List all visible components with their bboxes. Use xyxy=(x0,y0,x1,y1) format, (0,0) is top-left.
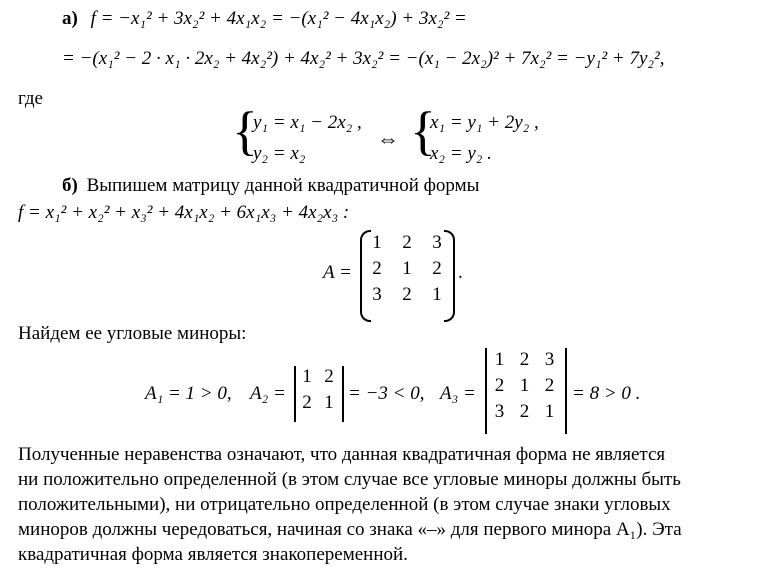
det-cell: 1 xyxy=(494,349,505,370)
minor-3-name: A₃ = xyxy=(440,383,476,404)
det-cell: 3 xyxy=(494,401,505,422)
part-a-equation-2: = −(x₁² − 2 · x₁ · 2x₂ + 4x₂²) + 4x₂² + 3x₂² = −(x₁ − 2x₂)² + 7x₂² = −y₁² + 7y₂², xyxy=(62,48,665,69)
equivalence-symbol: ⇔ xyxy=(377,126,399,151)
part-a-equation-1: f = −x₁² + 3x₂² + 4x₁x₂ = −(x₁² − 4x₁x₂) + 3x₂² = xyxy=(90,8,467,29)
det-cell: 2 xyxy=(302,392,312,413)
matrix-name: A = xyxy=(323,262,352,283)
matrix-cell: 3 xyxy=(372,284,382,305)
system-right-row-1: x₁ = y₁ + 2y₂ , xyxy=(430,112,539,133)
right-brace: { xyxy=(410,101,436,161)
minor-1: A₁ = 1 > 0, xyxy=(145,383,232,404)
part-b-intro xyxy=(62,175,479,197)
det-cell: 2 xyxy=(494,375,505,396)
conclusion-line-3: положительными), ни отрицательно определенной (в этом случае знаки угловых xyxy=(18,494,671,515)
part-b-intro-text: Выпишем матрицу данной квадратичной формы xyxy=(86,175,480,196)
matrix-cell: 2 xyxy=(432,258,442,279)
minor-2-right-bar xyxy=(342,366,344,422)
matrix-cell: 1 xyxy=(432,284,442,305)
matrix-cell: 2 xyxy=(372,258,382,279)
quadratic-form: f = x₁² + x₂² + x₃² + 4x₁x₂ + 6x₁x₃ + 4x₂x₃ : xyxy=(18,202,350,223)
minor-2-determinant xyxy=(296,366,340,414)
matrix-right-paren xyxy=(444,230,455,322)
matrix-cell: 3 xyxy=(432,232,442,253)
conclusion-line-2: ни положительно определенной (в этом случае все угловые миноры должны быть xyxy=(18,469,681,490)
det-cell: 2 xyxy=(544,375,555,396)
minor-3-determinant xyxy=(487,349,562,423)
minor-2-result: = −3 < 0, xyxy=(348,383,425,404)
det-cell: 3 xyxy=(544,349,555,370)
matrix-cell: 1 xyxy=(372,232,382,253)
conclusion-line-4: миноров должны чередоваться, начиная со знака «–» для первого минора A₁). Эта xyxy=(18,519,682,540)
det-cell: 2 xyxy=(519,349,530,370)
det-cell: 2 xyxy=(519,401,530,422)
matrix-a xyxy=(362,232,452,306)
left-brace: { xyxy=(232,101,258,161)
det-cell: 1 xyxy=(544,401,555,422)
minor-3-right-bar xyxy=(565,348,567,434)
part-b-label: б) xyxy=(62,175,78,196)
matrix-period: . xyxy=(458,262,463,283)
part-a-line-1 xyxy=(62,8,467,30)
system-left-row-1: y₁ = x₁ − 2x₂ , xyxy=(253,112,362,133)
conclusion-line-1: Полученные неравенства означают, что данная квадратичная форма не является xyxy=(18,444,666,465)
matrix-cell: 2 xyxy=(402,284,412,305)
matrix-cell: 1 xyxy=(402,258,412,279)
minors-title: Найдем ее угловые миноры: xyxy=(18,323,247,344)
minor-2-name: A₂ = xyxy=(250,383,286,404)
matrix-cell: 2 xyxy=(402,232,412,253)
det-cell: 1 xyxy=(302,366,312,387)
det-cell: 1 xyxy=(324,392,334,413)
minor-3-result: = 8 > 0 . xyxy=(572,383,641,404)
system-left-row-2: y₂ = x₂ xyxy=(253,143,306,164)
det-cell: 2 xyxy=(324,366,334,387)
system-right-row-2: x₂ = y₂ . xyxy=(430,143,492,164)
conclusion-line-5: квадратичная форма является знакопеременной. xyxy=(18,544,408,565)
det-cell: 1 xyxy=(519,375,530,396)
part-a-label: а) xyxy=(62,8,78,29)
where-word: где xyxy=(18,88,43,109)
